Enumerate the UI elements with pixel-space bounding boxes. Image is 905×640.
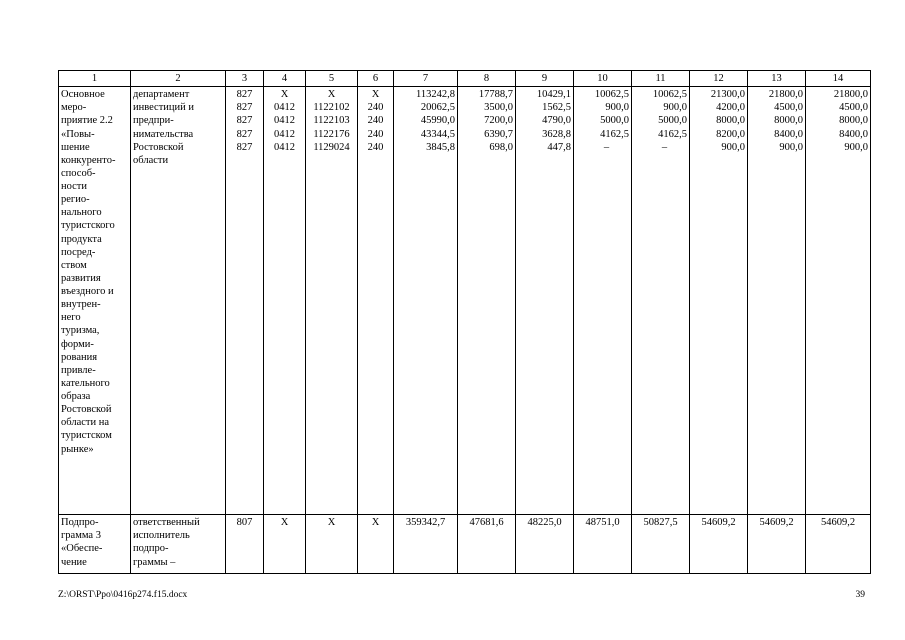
cell-line: 10062,5 [652,89,687,101]
header-cell: 13 [748,71,806,87]
cell-line: 0412 [274,102,295,114]
cell-line: 827 [236,141,253,153]
cell-line: Подпро- [61,517,99,529]
cell-line: Х [327,89,336,101]
cell-line: 8200,0 [716,128,745,140]
header-cell: 2 [131,71,226,87]
amount-cell [806,87,871,515]
cell-line: образа [61,391,91,402]
vr-cell: Х [358,515,394,574]
header-cell: 1 [59,71,131,87]
cell-line: 827 [236,128,253,140]
cell-line: 240 [367,141,384,153]
cell-line: 5000,0 [658,115,687,127]
cell-line: 5000,0 [600,115,629,127]
cell-line: 1129024 [313,141,350,153]
header-cell: 14 [806,71,871,87]
cell-line: 8000,0 [716,115,745,127]
table-row [59,515,871,574]
amount-cell: 54609,2 [806,515,871,574]
header-cell: 8 [458,71,516,87]
cell-line: 8000,0 [774,115,803,127]
cell-line: нимательства [133,128,194,140]
cell-line: 113242,8 [416,89,455,101]
cell-line: ответственный [133,517,200,529]
budget-table [58,70,871,574]
cell-line: грамма 3 [61,530,101,542]
cell-line: 4500,0 [839,102,868,114]
cell-line: рования [61,351,98,363]
cell-line: 4162,5 [658,128,687,140]
cell-line: 4200,0 [716,102,745,114]
cell-line: туристском [61,430,112,442]
cell-line: 1122103 [313,115,350,127]
cell-line: 0412 [274,115,295,127]
cell-line: 827 [236,89,253,101]
amount-cell: 48225,0 [516,515,574,574]
amount-cell [748,87,806,515]
amount-cell: 50827,5 [632,515,690,574]
header-cell: 5 [306,71,358,87]
cell-line: внутрен- [61,299,101,311]
amount-cell: 359342,7 [394,515,458,574]
amount-cell: 54609,2 [748,515,806,574]
cell-line: предпри- [133,115,174,127]
subprogram-name-cell [59,515,131,574]
cell-line: развития [61,272,101,284]
cell-line: 4162,5 [600,128,629,140]
cell-line: 1122102 [313,102,350,114]
cell-line: туризма, [61,325,100,337]
cell-line: области на [61,417,110,429]
cell-line: 900,0 [663,102,687,114]
cell-line: – [661,141,668,153]
cell-line: туристского [61,220,115,232]
cell-line: 20062,5 [420,102,455,114]
header-cell: 11 [632,71,690,87]
cell-line: 21300,0 [710,89,745,101]
cell-line: Ростовской [133,141,184,153]
cell-line: Х [371,89,380,101]
cell-line: Основное [61,89,105,101]
cell-line: 8000,0 [839,115,868,127]
header-cell: 7 [394,71,458,87]
amount-cell [458,87,516,515]
cell-line: въездного и [61,286,114,297]
amount-cell [632,87,690,515]
cell-line: 0412 [274,141,295,153]
cell-line: 900,0 [779,141,803,153]
cell-line: форми- [61,338,94,350]
cell-line: 1562,5 [542,102,571,114]
executor-cell [131,87,226,515]
cell-line: 3845,8 [426,141,455,153]
cell-line: приятие 2.2 [61,115,113,127]
cell-line: Х [280,89,289,101]
cell-line: 3628,8 [542,128,571,140]
amount-cell [574,87,632,515]
header-cell: 6 [358,71,394,87]
cell-line: шение [61,141,90,153]
activity-name-cell [59,87,131,515]
cell-line: 8400,0 [839,128,868,140]
cell-line: 4500,0 [774,102,803,114]
cell-line: 21800,0 [833,89,868,101]
cell-line: 8400,0 [774,128,803,140]
page-number: 39 [855,590,865,600]
amount-cell [690,87,748,515]
table-row [59,87,871,515]
cell-line: 240 [367,102,384,114]
rzpr-cell [264,87,306,515]
grbs-cell: 807 [226,515,264,574]
cell-line: посред- [61,246,96,258]
cell-line: «Обеспе- [61,543,103,555]
cell-line: исполнитель [133,530,190,542]
cell-line: 0412 [274,128,295,140]
cell-line: 900,0 [721,141,745,153]
cell-line: 10429,1 [536,89,571,101]
csr-cell [306,87,358,515]
amount-cell: 47681,6 [458,515,516,574]
cell-line: 3500,0 [484,102,513,114]
amount-cell [394,87,458,515]
amount-cell [516,87,574,515]
cell-line: продукта [61,233,102,245]
cell-line: 827 [236,115,253,127]
cell-line: конкурентo- [61,154,116,166]
cell-line: рынке» [61,443,94,455]
cell-line: 240 [367,115,384,127]
header-cell: 10 [574,71,632,87]
cell-line: 1122176 [313,128,350,140]
cell-line: подпро- [133,543,169,555]
cell-line: ством [61,259,87,271]
header-cell: 12 [690,71,748,87]
grbs-cell [226,87,264,515]
cell-line: него [61,312,81,324]
cell-line: ности [61,181,87,192]
cell-line: 10062,5 [594,89,629,101]
cell-line: «Повы- [61,128,95,140]
cell-line: 447,8 [547,141,571,153]
cell-line: граммы – [133,556,176,568]
cell-line: 6390,7 [484,128,513,140]
cell-line: 827 [236,102,253,114]
amount-cell: 48751,0 [574,515,632,574]
vr-cell [358,87,394,515]
csr-cell: Х [306,515,358,574]
cell-line: 900,0 [844,141,868,153]
cell-line: 4790,0 [542,115,571,127]
cell-line: 7200,0 [484,115,513,127]
cell-line: 43344,5 [420,128,455,140]
cell-line: инвестиций и [133,102,195,114]
amount-cell: 54609,2 [690,515,748,574]
cell-line: 21800,0 [768,89,803,101]
cell-line: департамент [133,89,190,101]
cell-line: области [133,154,169,166]
cell-line: 698,0 [489,141,513,153]
header-cell: 9 [516,71,574,87]
cell-line: нального [61,207,102,219]
cell-line: 17788,7 [478,89,513,101]
cell-line: чение [61,556,87,568]
cell-line: 45990,0 [420,115,455,127]
cell-line: меро- [61,102,87,114]
executor-cell [131,515,226,574]
footer-file-path: Z:\ORST\Ppo\0416p274.f15.docx [58,590,188,600]
cell-line: 240 [367,128,384,140]
cell-line: – [603,141,610,153]
header-cell: 3 [226,71,264,87]
cell-line: кательного [61,377,110,389]
cell-line: 900,0 [605,102,629,114]
header-cell: 4 [264,71,306,87]
cell-line: Ростовской [61,404,112,416]
cell-line: привле- [61,364,96,376]
cell-line: регио- [61,194,90,206]
cell-line: способ- [61,167,96,179]
header-row [59,71,871,87]
rzpr-cell: Х [264,515,306,574]
